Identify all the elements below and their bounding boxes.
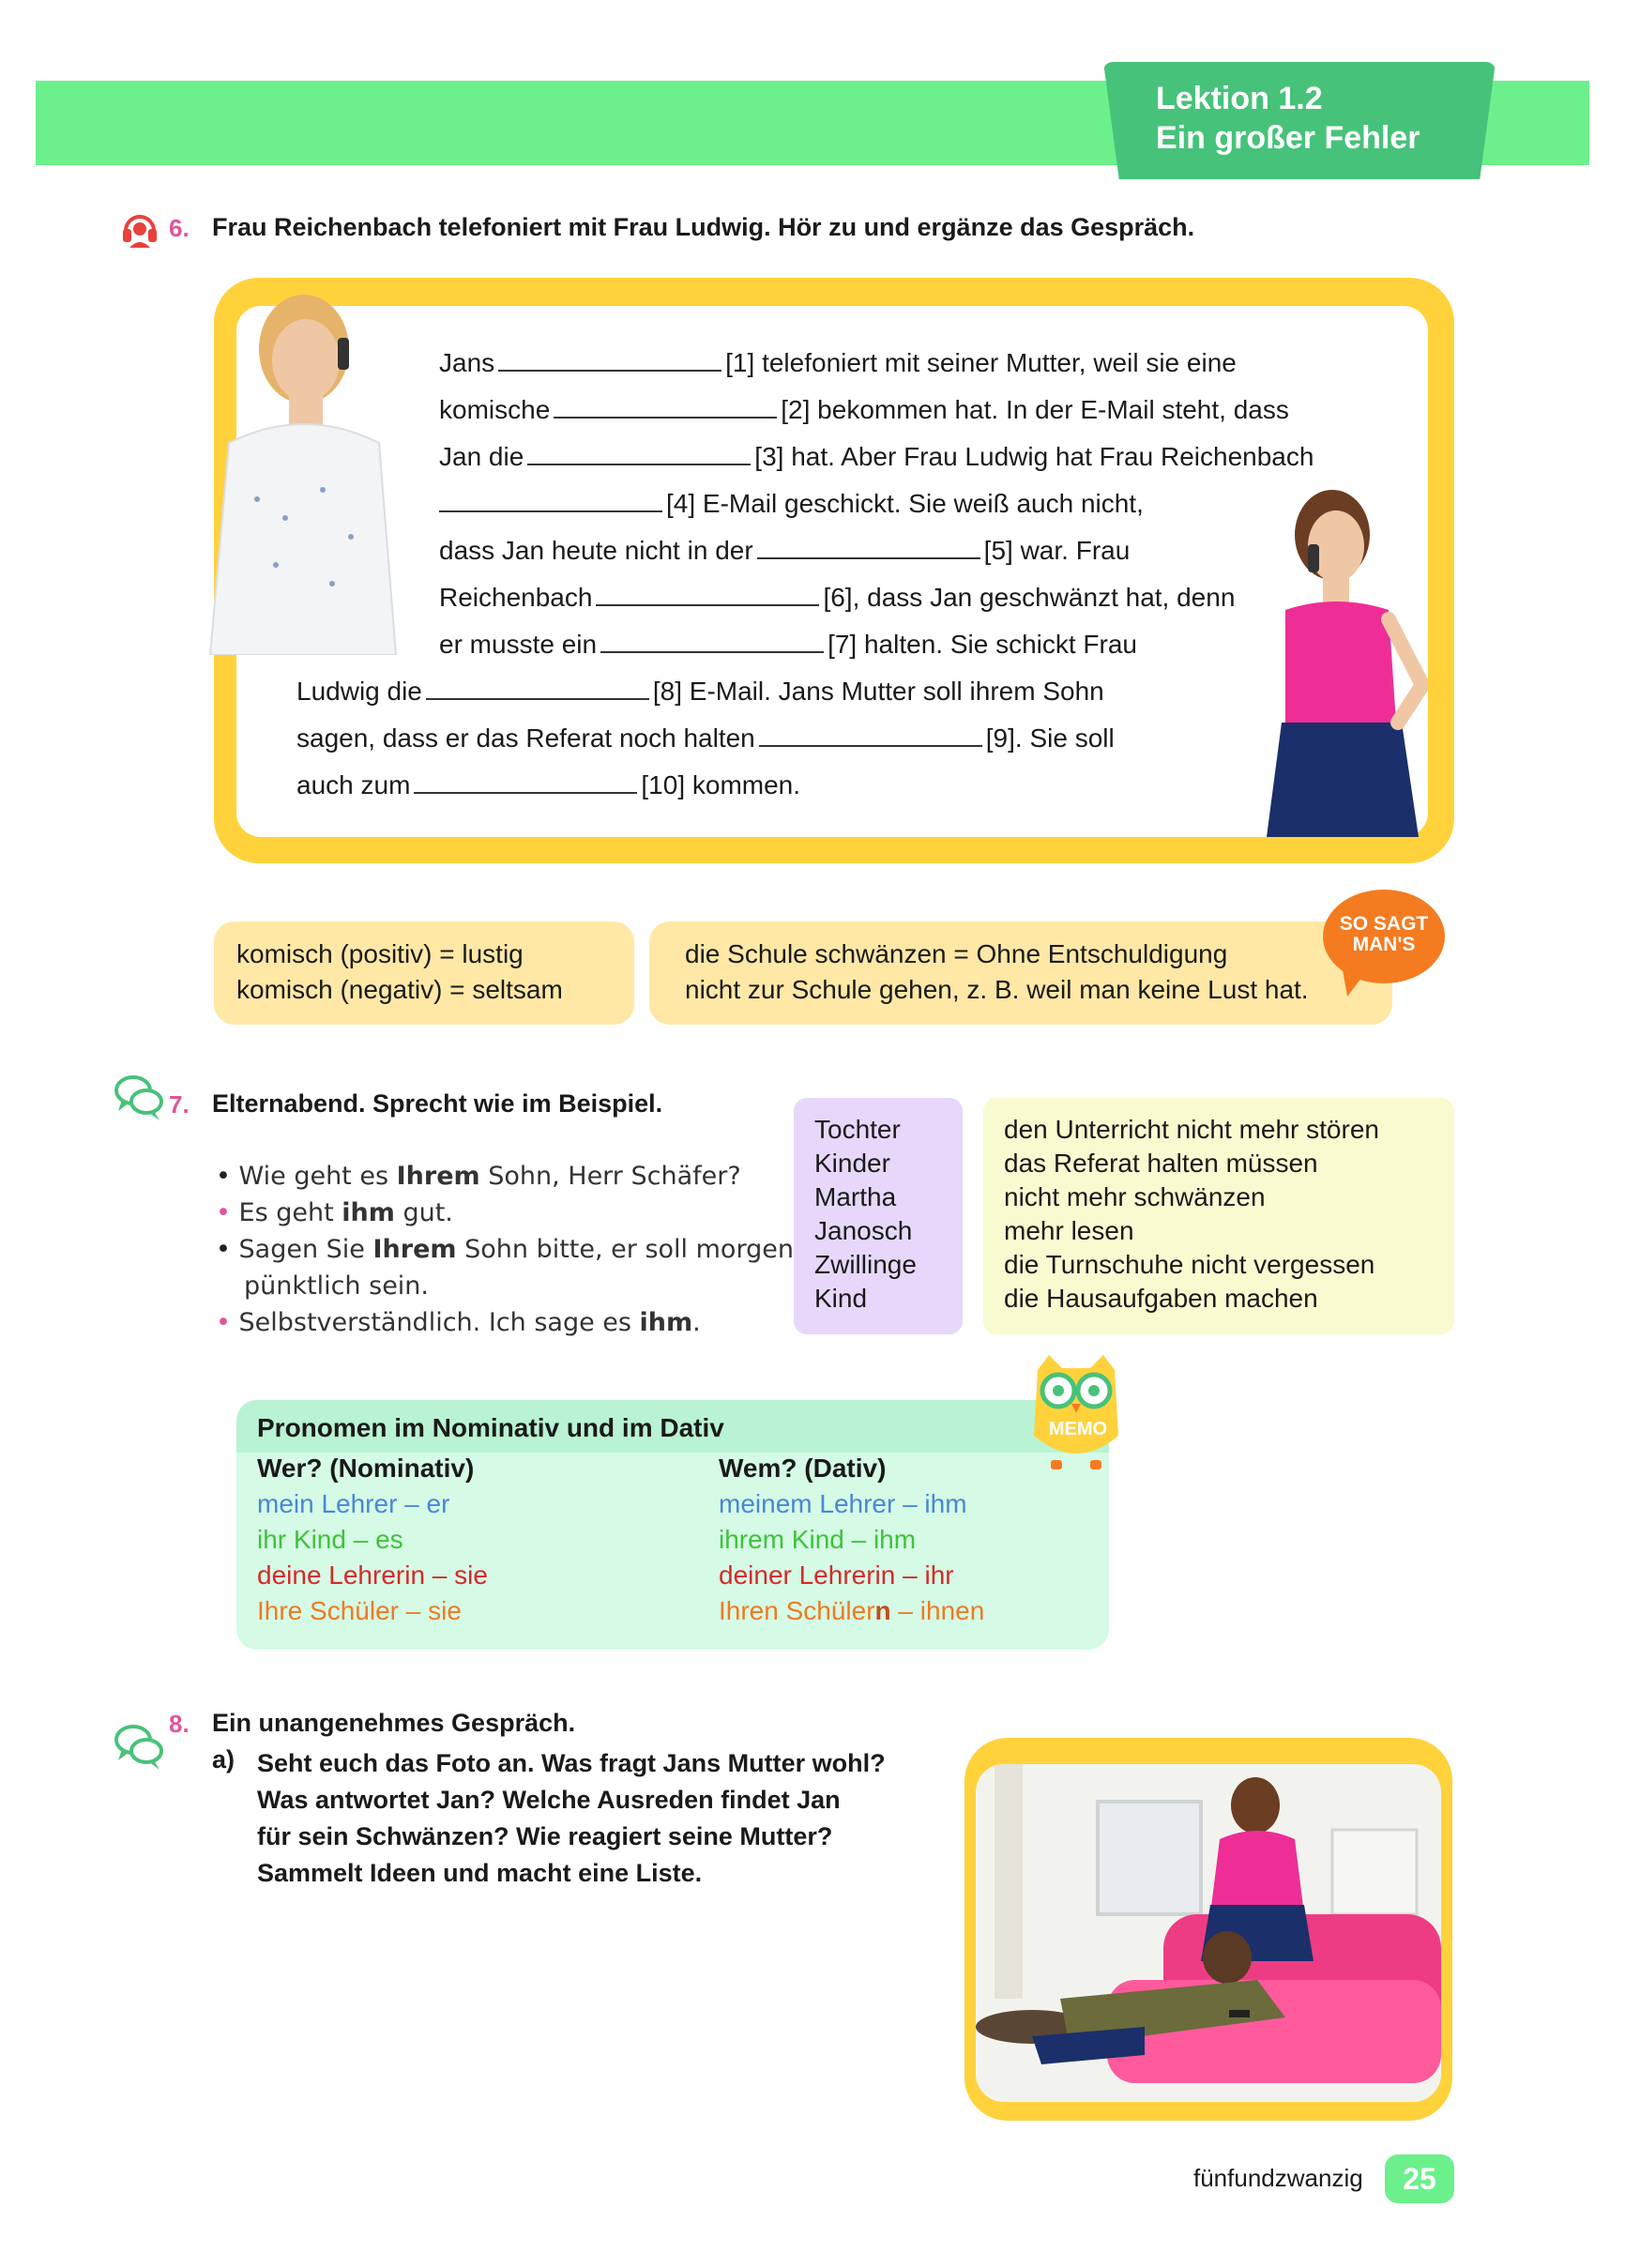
memo-col1-head: Wer? (Nominativ) [257, 1454, 475, 1483]
memo-nom-2: ihr Kind – es [257, 1525, 403, 1554]
cloze-blank-3[interactable] [527, 443, 751, 465]
cloze-blank-8[interactable] [426, 677, 649, 700]
list-item: Kind [814, 1284, 868, 1313]
persons-list [814, 1113, 917, 1316]
exercise-7-number: 7. [169, 1090, 190, 1119]
so-sagt-mans-badge: SO SAGT MAN'S [1323, 890, 1445, 983]
cloze-blank-4[interactable] [439, 490, 662, 512]
memo-dat-3: deiner Lehrerin – ihr [719, 1560, 954, 1590]
exercise-8-number: 8. [169, 1710, 190, 1738]
cloze-line-10: auch zum [10] kommen. [296, 770, 801, 799]
headphones-icon [118, 206, 161, 250]
cloze-line-7: er musste ein [7] halten. Sie schickt Frau [439, 630, 1138, 659]
cloze-blank-2[interactable] [554, 396, 777, 419]
list-item: die Hausaufgaben machen [1004, 1284, 1318, 1313]
memo-nom-4: Ihre Schüler – sie [257, 1596, 462, 1625]
exercise-8a-label: a) [212, 1745, 235, 1773]
list-item: Tochter [814, 1115, 901, 1144]
speech-bubbles-icon [113, 1723, 165, 1772]
exercise-8a-text: Seht euch das Foto an. Was fragt Jans Mutter wohl? Was antwortet Jan? Welche Ausreden findet Jan für sein Schwänzen? Wie reagiert seine Mutter? Sammelt Ideen und macht eine Liste. [257, 1749, 886, 1887]
cloze-blank-1[interactable] [498, 349, 721, 372]
owl-icon [1021, 1351, 1131, 1473]
dialog-line: pünktlich sein. [244, 1271, 430, 1301]
list-item: das Referat halten müssen [1004, 1149, 1318, 1178]
vocab-schwaenzen-text: die Schule schwänzen = Ohne Entschuldigung nicht zur Schule gehen, z. B. weil man keine Lust hat. [685, 939, 1309, 1004]
memo-nom-3: deine Lehrerin – sie [257, 1560, 488, 1590]
list-item: Martha [814, 1182, 897, 1211]
list-item: Janosch [814, 1216, 913, 1245]
dialog-example [216, 1158, 794, 1341]
exercise-8-title: Ein unangenehmes Gespräch. [212, 1709, 576, 1737]
speech-bubbles-icon [113, 1073, 165, 1122]
photo-frau-reichenbach [191, 283, 413, 655]
cloze-blank-10[interactable] [414, 771, 637, 794]
memo-dat-2: ihrem Kind – ihm [719, 1525, 917, 1554]
photo-frau-ludwig [1257, 488, 1428, 837]
dialog-line: • Selbstverständlich. Ich sage es ihm. [216, 1308, 701, 1337]
dialog-line: • Es geht ihm gut. [216, 1198, 453, 1227]
vocab-komisch-text: komisch (positiv) = lustig komisch (negativ) = seltsam [236, 939, 563, 1004]
list-item: den Unterricht nicht mehr stören [1004, 1115, 1379, 1144]
cloze-line-9: sagen, dass er das Referat noch halten [9]. Sie soll [296, 723, 1115, 753]
list-item: mehr lesen [1004, 1216, 1134, 1245]
cloze-line-8: Ludwig die [8] E-Mail. Jans Mutter soll ihrem Sohn [296, 677, 1104, 706]
cloze-line-4: [4] E-Mail geschickt. Sie weiß auch nicht, [435, 488, 1144, 520]
cloze-blank-6[interactable] [596, 584, 819, 606]
memo-dat-1: meinem Lehrer – ihm [719, 1489, 967, 1518]
actions-list [1004, 1113, 1379, 1316]
lesson-heading [1156, 79, 1475, 158]
cloze-blank-7[interactable] [600, 631, 824, 653]
dialog-line: • Wie geht es Ihrem Sohn, Herr Schäfer? [216, 1162, 741, 1191]
list-item: Zwillinge [814, 1250, 917, 1279]
lesson-number: Lektion 1.2 [1156, 81, 1323, 116]
cloze-blank-5[interactable] [757, 537, 980, 559]
photo-mother-and-son [976, 1764, 1441, 2102]
cloze-blank-9[interactable] [759, 724, 982, 747]
memo-title: Pronomen im Nominativ und im Dativ [257, 1413, 724, 1442]
exercise-7-title: Elternabend. Sprecht wie im Beispiel. [212, 1089, 663, 1118]
memo-badge: MEMO [1048, 1419, 1108, 1439]
exercise-6-text-area [236, 306, 1428, 837]
page-word: fünfundzwanzig [1193, 2164, 1363, 2192]
page-number: 25 [1385, 2154, 1454, 2203]
exercise-6-number: 6. [169, 214, 190, 242]
dialog-line: • Sagen Sie Ihrem Sohn bitte, er soll morgen [216, 1235, 794, 1264]
memo-col2-head: Wem? (Dativ) [719, 1454, 887, 1483]
lesson-title: Ein großer Fehler [1156, 120, 1420, 156]
list-item: die Turnschuhe nicht vergessen [1004, 1250, 1375, 1279]
list-item: nicht mehr schwänzen [1004, 1182, 1266, 1211]
cloze-line-5: dass Jan heute nicht in der [5] war. Frau [439, 536, 1131, 565]
cloze-line-6: Reichenbach [6], dass Jan geschwänzt hat, denn [439, 583, 1236, 612]
cloze-line-1: Jans [1] telefoniert mit seiner Mutter, weil sie eine [439, 348, 1237, 377]
cloze-line-3: Jan die [3] hat. Aber Frau Ludwig hat Frau Reichenbach [439, 442, 1314, 471]
list-item: Kinder [814, 1149, 890, 1178]
exercise-6-title: Frau Reichenbach telefoniert mit Frau Ludwig. Hör zu und ergänze das Gespräch. [212, 213, 1195, 241]
memo-dat-4: Ihren Schülern – ihnen [719, 1596, 985, 1625]
cloze-line-2: komische [2] bekommen hat. In der E-Mail steht, dass [439, 395, 1289, 424]
memo-nom-1: mein Lehrer – er [257, 1489, 450, 1518]
